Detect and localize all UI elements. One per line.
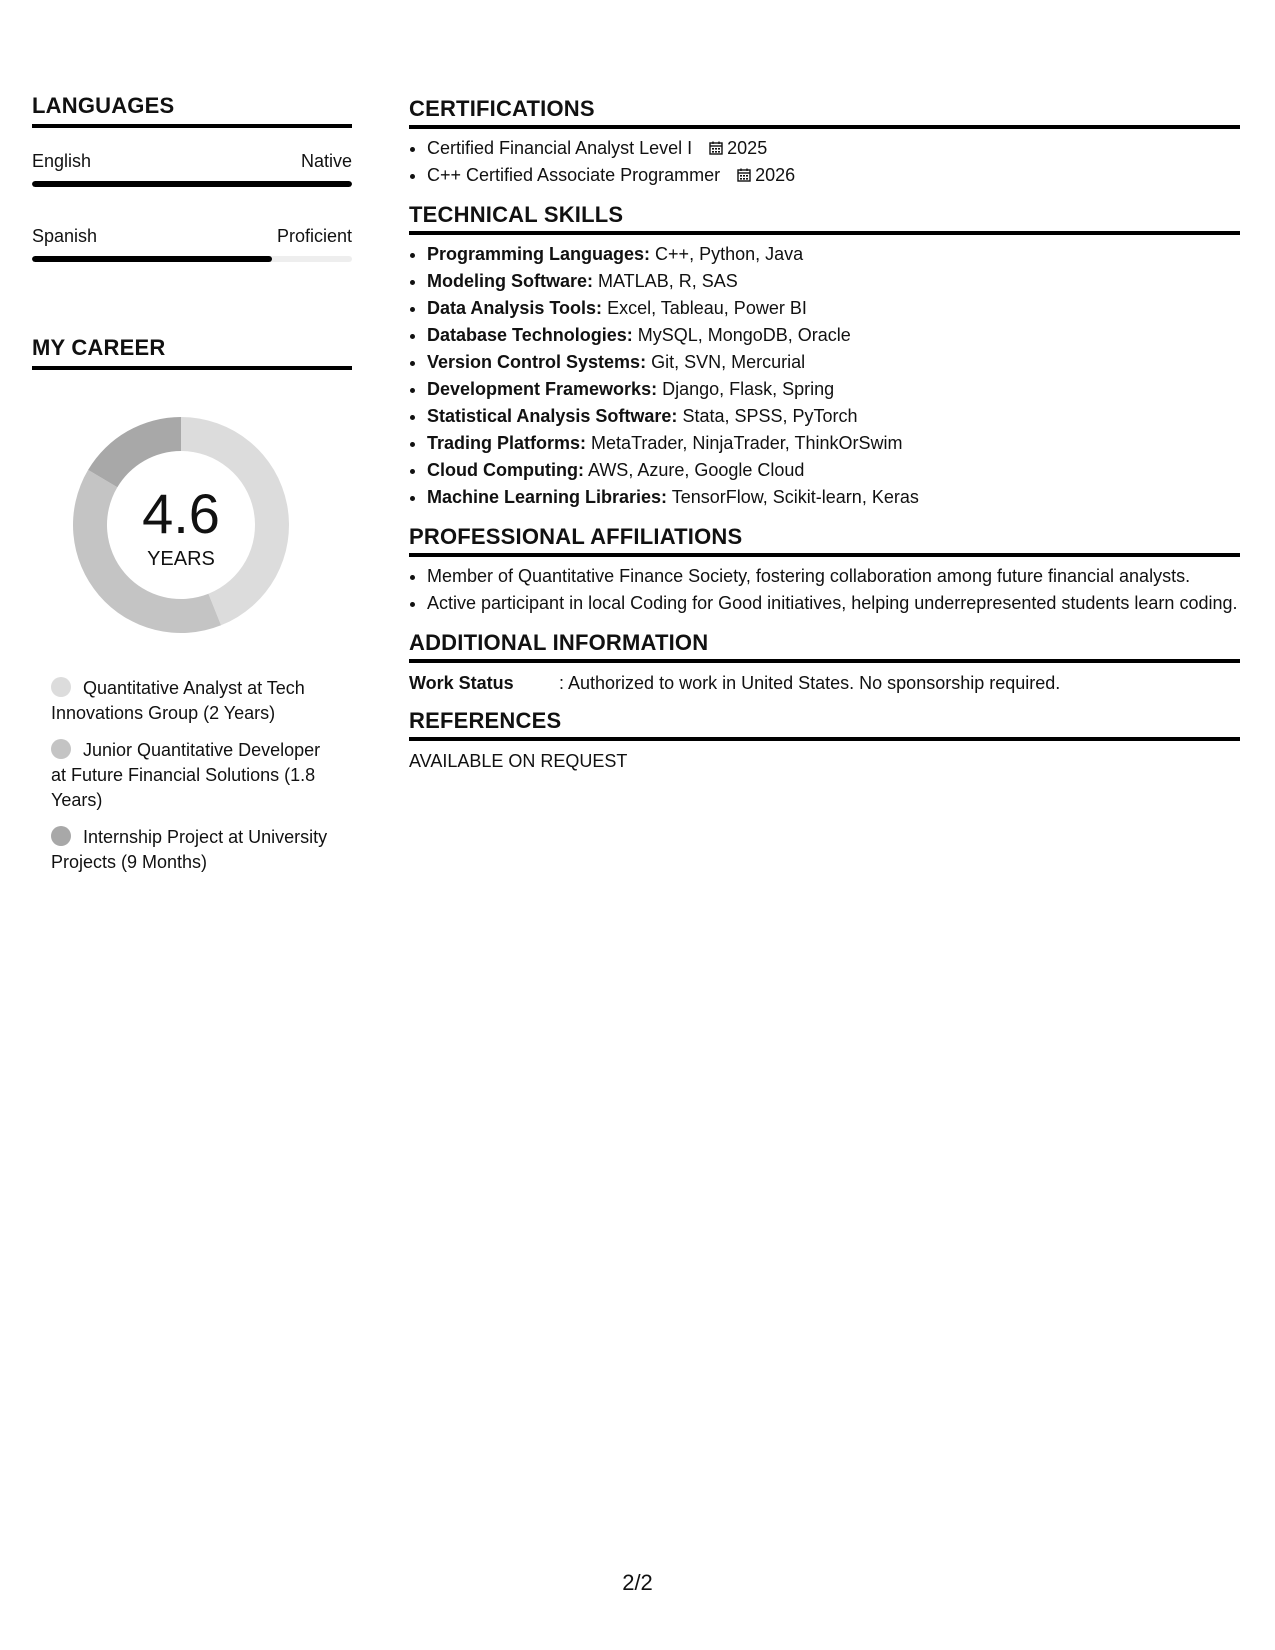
- language-proficiency-bar: [32, 181, 352, 187]
- languages-title: LANGUAGES: [32, 94, 352, 128]
- work-status-label: Work Status: [409, 673, 514, 693]
- language-row: [32, 225, 352, 247]
- left-column: [32, 94, 352, 887]
- career-legend-item: [51, 825, 331, 875]
- skill-value: MATLAB, R, SAS: [598, 271, 738, 291]
- skill-item: [427, 403, 1240, 430]
- skill-label: Data Analysis Tools:: [427, 298, 603, 318]
- certification-item: [427, 162, 1240, 189]
- skill-label: Cloud Computing:: [427, 460, 584, 480]
- technical-skills-section: [409, 203, 1240, 511]
- references-section: [409, 709, 1240, 773]
- calendar-icon: [709, 141, 723, 155]
- skill-item: [427, 322, 1240, 349]
- page-number: 2/2: [622, 1570, 653, 1595]
- career-title: MY CAREER: [32, 336, 352, 370]
- certifications-title: CERTIFICATIONS: [409, 97, 1240, 129]
- skill-value: AWS, Azure, Google Cloud: [587, 460, 805, 480]
- language-level: Proficient: [276, 226, 352, 246]
- career-legend-item: [51, 738, 331, 813]
- language-proficiency-fill: [32, 256, 272, 262]
- skill-label: Modeling Software:: [427, 271, 593, 291]
- language-proficiency-bar: [32, 256, 352, 262]
- certifications-section: [409, 97, 1240, 189]
- certification-item: [427, 135, 1240, 162]
- language-item-spanish: [32, 225, 352, 262]
- skill-label: Trading Platforms:: [427, 433, 587, 453]
- skill-label: Version Control Systems:: [427, 352, 647, 372]
- skill-value: Git, SVN, Mercurial: [651, 352, 806, 372]
- skill-value: C++, Python, Java: [655, 244, 804, 264]
- language-name: English: [32, 151, 92, 171]
- skill-value: Excel, Tableau, Power BI: [607, 298, 807, 318]
- skill-item: [427, 457, 1240, 484]
- skill-label: Development Frameworks:: [427, 379, 658, 399]
- skill-item: [427, 376, 1240, 403]
- references-text: AVAILABLE ON REQUEST: [409, 751, 628, 771]
- certification-year: 2026: [755, 165, 796, 185]
- certification-year: 2025: [727, 138, 768, 158]
- career-legend-dot: [51, 677, 71, 697]
- skill-label: Machine Learning Libraries:: [427, 487, 668, 507]
- language-proficiency-fill: [32, 181, 352, 187]
- skill-item: [427, 349, 1240, 376]
- skill-item: [427, 484, 1240, 511]
- additional-info-title: ADDITIONAL INFORMATION: [409, 631, 1240, 663]
- skill-value: MySQL, MongoDB, Oracle: [637, 325, 851, 345]
- certifications-list: [409, 135, 1240, 189]
- career-legend-dot: [51, 826, 71, 846]
- career-total-unit: YEARS: [147, 548, 215, 570]
- affiliations-section: [409, 525, 1240, 617]
- career-total-number: 4.6: [142, 482, 220, 545]
- skill-label: Statistical Analysis Software:: [427, 406, 678, 426]
- language-row: [32, 150, 352, 172]
- skill-item: [427, 241, 1240, 268]
- career-donut-center: [66, 410, 296, 640]
- right-column: [409, 97, 1240, 773]
- calendar-icon: [737, 168, 751, 182]
- career-legend: [51, 676, 331, 875]
- work-status-value: : Authorized to work in United States. No sponsorship required.: [559, 673, 1061, 693]
- skill-item: [427, 268, 1240, 295]
- career-legend-text: Internship Project at University Projects (9 Months): [51, 827, 328, 872]
- affiliation-item: • Active participant in local Coding for Good initiatives, helping underrepresented students learn coding.: [427, 590, 1240, 617]
- technical-skills-list: [409, 241, 1240, 511]
- certification-name: C++ Certified Associate Programmer: [427, 165, 721, 185]
- technical-skills-title: TECHNICAL SKILLS: [409, 203, 1240, 235]
- skill-value: Django, Flask, Spring: [662, 379, 835, 399]
- work-status-row: [409, 671, 1240, 695]
- certification-name: Certified Financial Analyst Level I: [427, 138, 693, 158]
- career-legend-text: Junior Quantitative Developer at Future Financial Solutions (1.8 Years): [51, 740, 321, 810]
- skill-value: TensorFlow, Scikit-learn, Keras: [671, 487, 919, 507]
- affiliations-list: [409, 563, 1240, 617]
- language-item-english: [32, 150, 352, 187]
- affiliations-title: PROFESSIONAL AFFILIATIONS: [409, 525, 1240, 557]
- references-title: REFERENCES: [409, 709, 1240, 741]
- additional-info-section: [409, 631, 1240, 695]
- career-legend-dot: [51, 739, 71, 759]
- skill-label: Programming Languages:: [427, 244, 651, 264]
- affiliation-item: • Member of Quantitative Finance Society, fostering collaboration among future financial analysts.: [427, 563, 1240, 590]
- career-legend-text: Quantitative Analyst at Tech Innovations Group (2 Years): [51, 678, 305, 723]
- skill-value: Stata, SPSS, PyTorch: [682, 406, 858, 426]
- skill-item: [427, 430, 1240, 457]
- skill-item: [427, 295, 1240, 322]
- skill-label: Database Technologies:: [427, 325, 633, 345]
- skill-value: MetaTrader, NinjaTrader, ThinkOrSwim: [591, 433, 903, 453]
- language-name: Spanish: [32, 226, 98, 246]
- career-legend-item: [51, 676, 331, 726]
- language-level: Native: [300, 151, 352, 171]
- career-donut-chart: [66, 410, 296, 640]
